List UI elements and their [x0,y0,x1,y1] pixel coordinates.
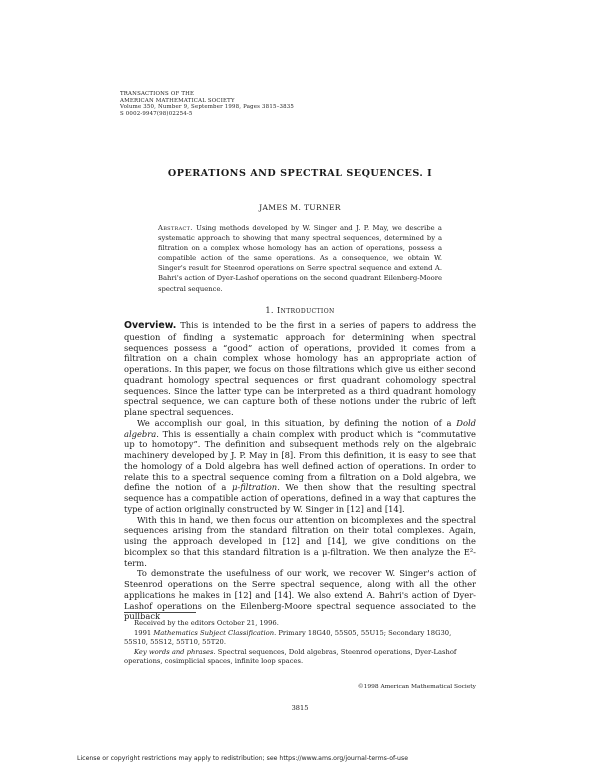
msc-note [124,629,476,648]
msc-label: Mathematics Subject Classification. [153,628,277,637]
journal-name: AMERICAN MATHEMATICAL SOCIETY [120,97,235,104]
copyright-notice: ©1998 American Mathematical Society [357,684,476,690]
page-number: 3815 [291,704,309,712]
term-mu-filtration: μ-filtration [231,482,278,493]
paragraph-overview-text: This is intended to be the first in a series of papers to address the question of finding a systematic approach for determining when spectral sequences possess a “good” action of operations, provided it comes from a filtration on a chain complex whose homology has an appropriate action of operations. In this paper, we focus on those filtrations which give us either second quadrant homology spectral sequences or first quadrant cohomology spectral sequences. Since the latter type can be interpreted as a third quadrant homology spectral sequence, we can capture both of these notions under the rubric of left plane spectral sequences. [124,320,477,417]
abstract [158,223,442,294]
msc-year: 1991 [134,628,152,637]
received-note: Received by the editors October 21, 1996. [134,619,279,627]
body-text [124,320,476,622]
keywords-note [124,648,476,667]
paper-title: OPERATIONS AND SPECTRAL SEQUENCES. I [167,168,433,179]
term-dold-algebra: Dold algebra [124,417,476,439]
msc-codes: Primary 18G40, 55S05, 55U15; Secondary 18G30, 55S10, 55S12, 55T10, 55T20. [124,628,452,647]
journal-issn: S 0002-9947(98)02254-5 [120,110,193,117]
keywords-text: Spectral sequences, Dold algebras, Steenrod operations, Dyer-Lashof operations, cosimplicial spaces, infinite loop spaces. [124,647,457,666]
paper-author: JAMES M. TURNER [259,203,341,212]
abstract-label: Abstract. [158,224,193,232]
overview-heading: Overview. [124,320,177,331]
paragraph-overview [124,320,476,418]
section-title: Introduction [276,305,335,315]
journal-header [120,91,480,117]
paragraph-bicomplex: With this in hand, we then focus our attention on bicomplexes and the spectral sequences arising from the standard filtration on their total complexes. Again, using the approach developed in [12] and [14], we give conditions on the bicomplex so that this standard filtration is a μ-filtration. We then analyze the E²-term. [124,514,476,568]
section-heading [0,305,600,315]
journal-volume: Volume 350, Number 9, September 1998, Pages 3815–3835 [120,104,294,111]
section-number: 1. [265,305,274,315]
paragraph-usefulness: To demonstrate the usefulness of our work, we recover W. Singer's action of Steenrod operations on the Serre spectral sequence, along with all the other applications he makes in [12] and [14]. We also extend A. Bahri's action of Dyer-Lashof operations on the Eilenberg-Moore spectral sequence associated to the pullback [124,568,476,622]
abstract-text: Using methods developed by W. Singer and J. P. May, we describe a systematic approach to showing that many spectral sequences, determined by a filtration on a complex whose homology has an action of operations, possess a compatible action of the same operations. As a consequence, we obtain W. Singer's result for Steenrod operations on Serre spectral sequence and extend A. Bahri's action of Dyer-Lashof operations on the second quadrant Eilenberg-Moore spectral sequence. [158,224,442,293]
paragraph-dold-text-a: We accomplish our goal, in this situation, by defining the notion of a [137,417,452,428]
journal-series: TRANSACTIONS OF THE [120,91,195,97]
paragraph-dold-text-c: . We then show that the resulting spectral sequence has a compatible action of operations, defined in a way that captures the type of action originally constructed by W. Singer in [12] and [14]. [124,482,476,514]
paragraph-dold [124,418,476,515]
paragraph-dold-text-b: . This is essentially a chain complex with product which is “commutative up to homotopy”. The definition and subsequent methods rely on the algebraic machinery developed by J. P. May in [8]. From this definition, it is easy to see that the homology of a Dold algebra has well defined action of operations. In order to relate this to a spectral sequence coming from a filtration on a Dold algebra, we define the notion of a [124,428,476,493]
footnotes [124,619,476,667]
keywords-label: Key words and phrases. [134,647,216,656]
footnote-rule [124,612,196,613]
license-link[interactable]: License or copyright restrictions may apply to redistribution; see https://www.ams.org/journal-terms-of-use [77,755,408,762]
